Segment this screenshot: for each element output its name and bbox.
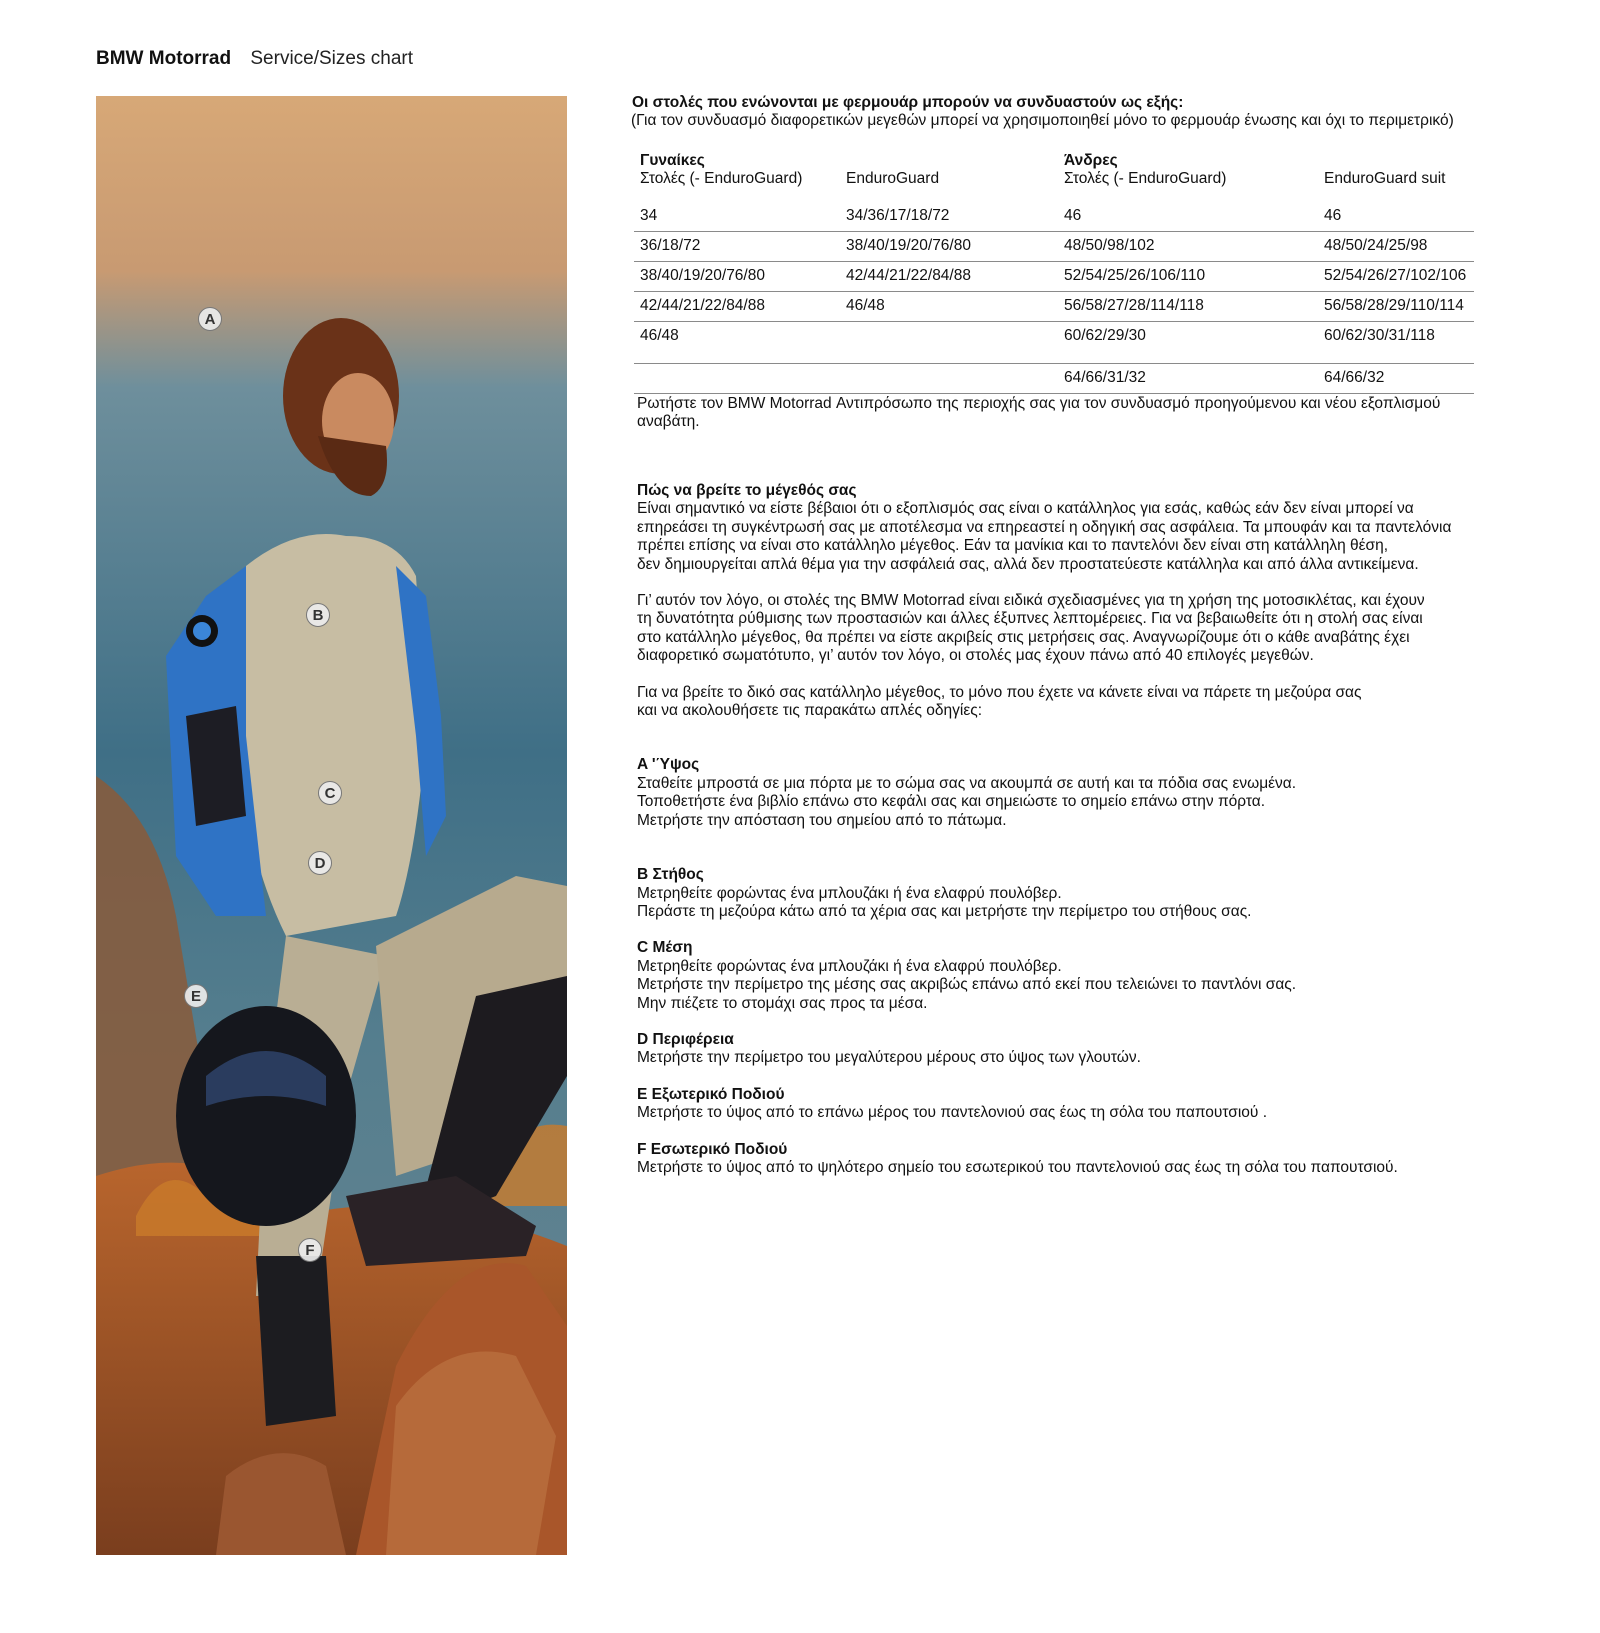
marker-f: F [298, 1238, 322, 1262]
table-row [634, 202, 1474, 232]
table-cell [840, 364, 1058, 394]
text-line: τη δυνατότητα ρύθμισης των προστασιών και άλλες έξυπνες λεπτομέρειες. Για να βεβαιωθείτε ότι η στολή σας είναι [637, 610, 1423, 628]
table-row [634, 322, 1474, 364]
text-line: διαφορετικό σωματότυπο, γι’ αυτόν τον λόγο, οι στολές μας έχουν πάνω από 40 επιλογές μεγεθών. [637, 647, 1314, 665]
table-cell: 56/58/28/29/110/114 [1318, 292, 1474, 322]
item-title: C Μέση [637, 939, 693, 957]
text-line: Για να βρείτε το δικό σας κατάλληλο μέγεθος, το μόνο που έχετε να κάνετε είναι να πάρετε τη μεζούρα σας [637, 683, 1362, 701]
marker-e: E [184, 984, 208, 1008]
table-row [634, 262, 1474, 292]
item-line: Σταθείτε μπροστά σε μια πόρτα με το σώμα σας να ακουμπά σε αυτή και τα πόδια σας ενωμένα. [637, 774, 1297, 792]
text-line: και να ακολουθήσετε τις παρακάτω απλές οδηγίες: [637, 702, 983, 720]
item-title: E Εξωτερικό Ποδιού [637, 1085, 785, 1103]
women-label: Γυναίκες [640, 152, 705, 169]
header-men-enduroguard [1318, 152, 1474, 202]
table-cell: 46 [1058, 202, 1318, 232]
item-line: Μετρήστε το ύψος από το ψηλότερο σημείο του εσωτερικού του παντελονιού σας έως τη σόλα του παπουτσιού. [637, 1158, 1398, 1176]
item-title: D Περιφέρεια [637, 1030, 734, 1048]
guide-title: Πώς να βρείτε το μέγεθός σας [637, 482, 857, 499]
table-cell: 64/66/31/32 [1058, 364, 1318, 394]
brand-name: BMW Motorrad [96, 48, 232, 69]
rider-photo [96, 96, 567, 1555]
table-cell: 64/66/32 [1318, 364, 1474, 394]
rider-illustration [96, 96, 567, 1555]
measure-item-waist [637, 939, 1517, 1013]
header-women-suits [634, 152, 840, 202]
table-cell: 60/62/30/31/118 [1318, 322, 1474, 364]
item-line: Μετρήστε την περίμετρο της μέσης σας ακριβώς επάνω από εκεί που τελειώνει το παντλόνι σας. [637, 976, 1297, 994]
text-line: επηρεάσει τη συγκέντρωσή σας με αποτέλεσμα να επηρεαστεί η οδηγική σας ασφάλεια. Τα μπουφάν και τα παντελόνια [637, 518, 1452, 536]
measure-item-outer-leg [637, 1086, 1517, 1123]
table-cell: 60/62/29/30 [1058, 322, 1318, 364]
text-line: Είναι σημαντικό να είστε βέβαιοι ότι ο εξοπλισμός σας είναι ο κατάλληλος για εσάς, καθώς εάν δεν είναι μπορεί να [637, 500, 1414, 518]
marker-d: D [308, 851, 332, 875]
men-label: Άνδρες [1064, 152, 1118, 169]
table-cell: 48/50/98/102 [1058, 232, 1318, 262]
header-label: Στολές (- EnduroGuard) [640, 170, 803, 187]
item-title: F Εσωτερικό Ποδιού [637, 1140, 788, 1158]
measure-item-chest [637, 866, 1517, 921]
guide-paragraph-2 [637, 592, 1517, 666]
table-cell: 42/44/21/22/84/88 [840, 262, 1058, 292]
guide-paragraph-3 [637, 684, 1517, 721]
table-cell: 34 [634, 202, 840, 232]
item-line: Περάστε τη μεζούρα κάτω από τα χέρια σας και μετρήστε την περίμετρο του στήθους σας. [637, 902, 1252, 920]
table-cell: 38/40/19/20/76/80 [840, 232, 1058, 262]
header-label: Στολές (- EnduroGuard) [1064, 170, 1227, 187]
text-line: Γι’ αυτόν τον λόγο, οι στολές της BMW Motorrad είναι ειδικά σχεδιασμένες για τη χρήση της μοτοσικλέτας, και έχουν [637, 592, 1425, 610]
item-line: Μην πιέζετε το στομάχι σας προς τα μέσα. [637, 994, 928, 1012]
marker-c: C [318, 781, 342, 805]
size-combination-table [634, 152, 1474, 394]
page-header [96, 48, 413, 70]
table-row [634, 292, 1474, 322]
measure-item-inner-leg [637, 1141, 1517, 1178]
table-row [634, 364, 1474, 394]
header-label: EnduroGuard [846, 170, 940, 187]
table-cell: 52/54/25/26/106/110 [1058, 262, 1318, 292]
measure-item-hips [637, 1031, 1517, 1068]
intro-block [632, 94, 1512, 131]
text-line: δεν δημιουργείται απλά θέμα για την ασφάλειά σας, αλλά δεν προστατεύεστε κατάλληλα και από άλλα αντικείμενα. [637, 555, 1419, 573]
table-cell: 34/36/17/18/72 [840, 202, 1058, 232]
table-cell: 36/18/72 [634, 232, 840, 262]
guide-paragraph-1 [637, 500, 1517, 574]
page-subtitle: Service/Sizes chart [250, 48, 413, 69]
table-cell [840, 322, 1058, 364]
table-cell: 56/58/27/28/114/118 [1058, 292, 1318, 322]
item-line: Μετρήστε την απόσταση του σημείου από το πάτωμα. [637, 811, 1007, 829]
table-row [634, 232, 1474, 262]
table-cell: 46/48 [634, 322, 840, 364]
item-title: A 'Ύψος [637, 756, 700, 774]
measure-item-height [637, 756, 1517, 830]
item-line: Μετρήστε την περίμετρο του μεγαλύτερου μέρους στο ύψος των γλουτών. [637, 1049, 1141, 1067]
text-line: στο κατάλληλο μέγεθος, θα πρέπει να είστε ακριβείς στις μετρήσεις σας. Αναγνωρίζουμε ότι ο κάθε αναβάτης έχει [637, 628, 1410, 646]
table-cell: 48/50/24/25/98 [1318, 232, 1474, 262]
marker-b: B [306, 603, 330, 627]
table-cell: 42/44/21/22/84/88 [634, 292, 840, 322]
table-header-row [634, 152, 1474, 202]
table-cell [634, 364, 840, 394]
intro-note: (Για τον συνδυασμό διαφορετικών μεγεθών μπορεί να χρησιμοποιηθεί μόνο το φερμουάρ ένωσης και όχι το περιμετρικό) [631, 112, 1454, 130]
item-line: Μετρηθείτε φορώντας ένα μπλουζάκι ή ένα ελαφρύ πουλόβερ. [637, 884, 1062, 902]
marker-a: A [198, 307, 222, 331]
header-men-suits [1058, 152, 1318, 202]
table-cell: 46 [1318, 202, 1474, 232]
intro-title: Οι στολές που ενώνονται με φερμουάρ μπορούν να συνδυαστούν ως εξής: [632, 94, 1184, 111]
item-title: B Στήθος [637, 866, 704, 884]
size-guide [637, 482, 1517, 1177]
item-line: Τοποθετήστε ένα βιβλίο επάνω στο κεφάλι σας και σημειώστε το σημείο επάνω στην πόρτα. [637, 793, 1266, 811]
dealer-note: Ρωτήστε τον BMW Motorrad Αντιπρόσωπο της περιοχής σας για τον συνδυασμό προηγούμενου και νέου εξοπλισμού αναβάτη. [637, 395, 1441, 431]
item-line: Μετρηθείτε φορώντας ένα μπλουζάκι ή ένα ελαφρύ πουλόβερ. [637, 957, 1062, 975]
item-line: Μετρήστε το ύψος από το επάνω μέρος του παντελονιού σας έως τη σόλα του παπουτσιού . [637, 1104, 1268, 1122]
table-cell: 52/54/26/27/102/106 [1318, 262, 1474, 292]
table-cell: 38/40/19/20/76/80 [634, 262, 840, 292]
header-label: EnduroGuard suit [1324, 170, 1446, 187]
text-line: πρέπει επίσης να είναι στο κατάλληλο μέγεθος. Εάν τα μανίκια και το παντελόνι δεν είναι στη κατάλληλη θέση, [637, 537, 1389, 555]
header-women-enduroguard [840, 152, 1058, 202]
table-cell: 46/48 [840, 292, 1058, 322]
